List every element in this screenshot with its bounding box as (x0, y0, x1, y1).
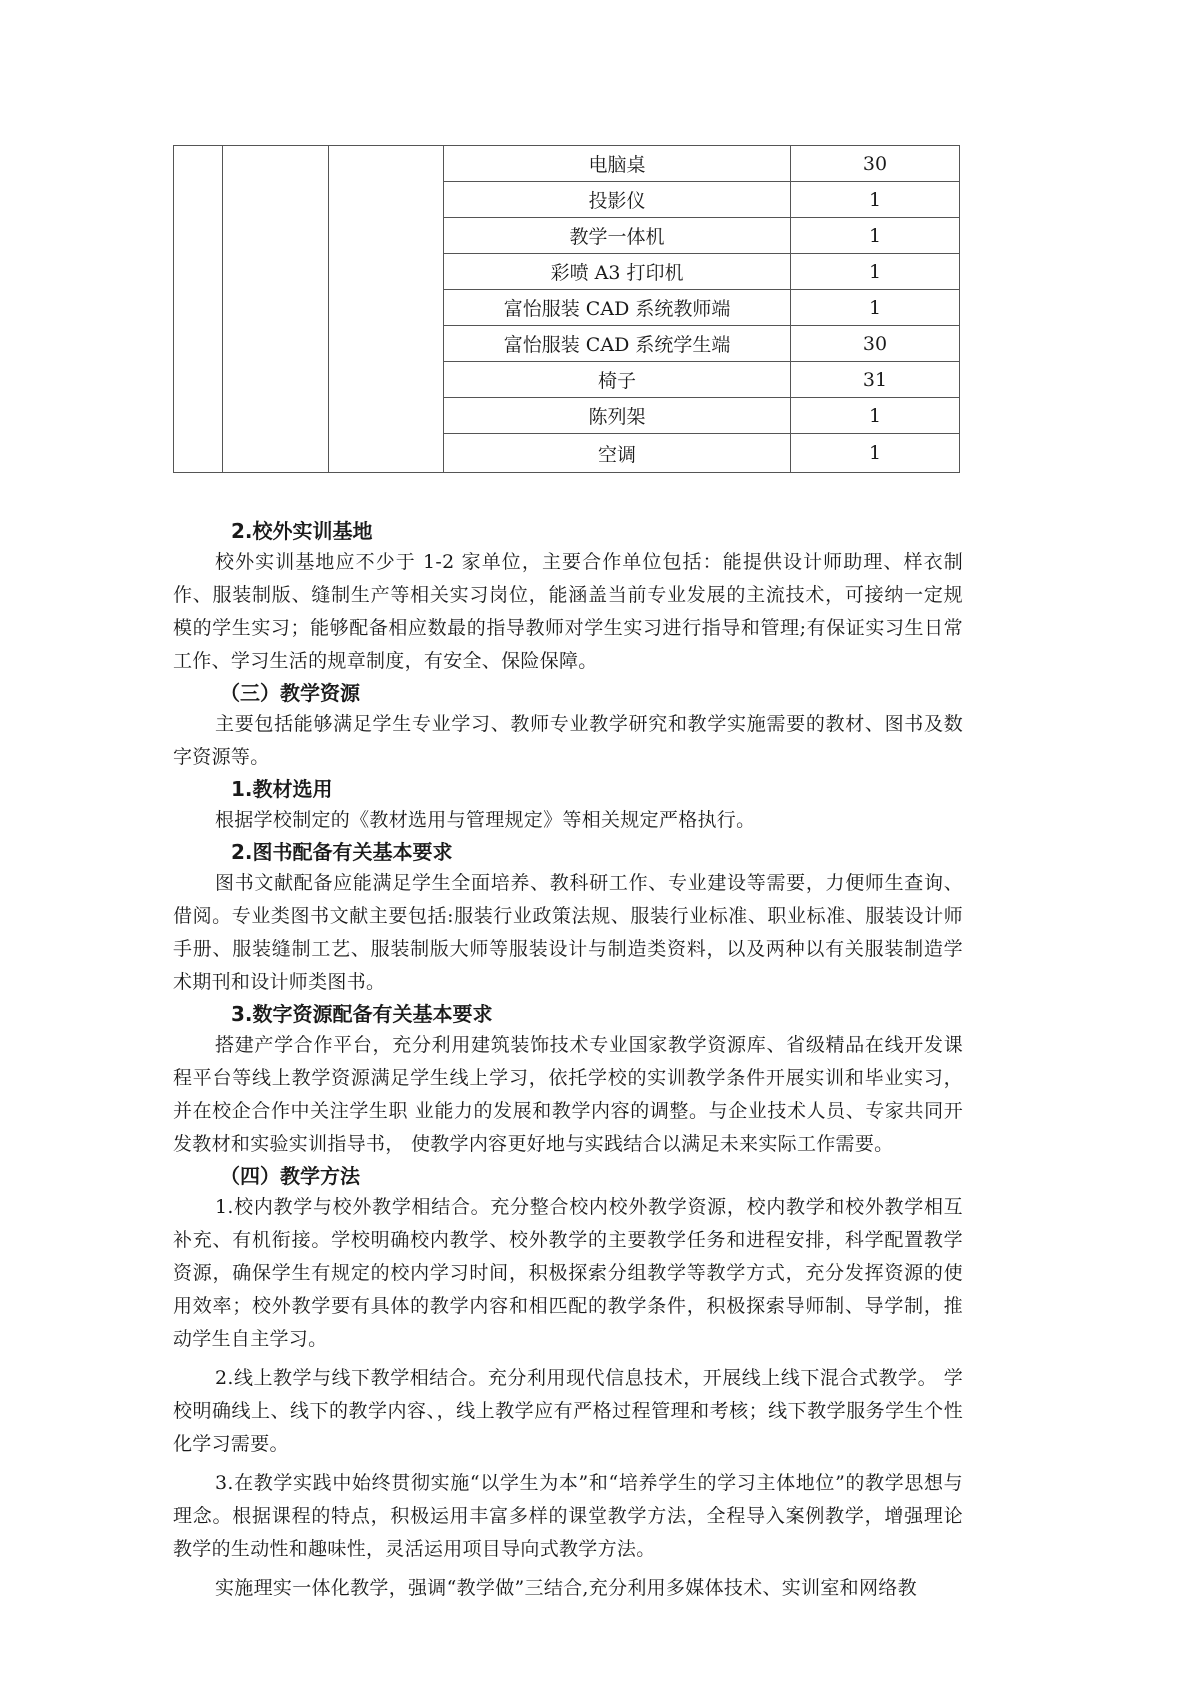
equipment-table (173, 145, 960, 473)
equipment-name-cell: 教学一体机 (444, 218, 791, 254)
equipment-name-cell: 彩喷 A3 打印机 (444, 254, 791, 290)
equipment-quantity-cell: 1 (790, 290, 959, 326)
merged-cell-room (222, 146, 328, 473)
merged-cell-category (174, 146, 223, 473)
paragraph-offsite-base: 校外实训基地应不少于 1-2 家单位，主要合作单位包括：能提供设计师助理、样衣制作、服装制版、缝制生产等相关实习岗位，能涵盖当前专业发展的主流技术，可接纳一定规模的学生实习；能够配备相应数最的指导教师对学生实习进行指导和管理;有保证实习生日常工作、学习生活的规章制度，有安全、保险保障。 (173, 551, 963, 672)
table-row (174, 146, 960, 182)
heading-teaching-resources: （三）教学资源 (220, 681, 360, 705)
paragraph-method-3: 3.在教学实践中始终贯彻实施“以学生为本”和“培养学生的学习主体地位”的教学思想与理念。根据课程的特点，积极运用丰富多样的课堂教学方法，全程导入案例教学，增强理论教学的生动性和趣味性，灵活运用项目导向式教学方法。 (173, 1472, 963, 1560)
heading-books-requirements: 2.图书配备有关基本要求 (231, 840, 453, 864)
document-body (173, 516, 963, 1605)
equipment-name-cell: 陈列架 (444, 398, 791, 434)
heading-digital-resources: 3.数字资源配备有关基本要求 (231, 1002, 493, 1026)
equipment-quantity-cell: 1 (790, 182, 959, 218)
equipment-quantity-cell: 30 (790, 146, 959, 182)
heading-teaching-methods: （四）教学方法 (220, 1164, 360, 1188)
paragraph-teaching-resources: 主要包括能够满足学生专业学习、教师专业教学研究和教学实施需要的教材、图书及数字资源等。 (173, 713, 963, 768)
equipment-name-cell: 空调 (444, 434, 791, 473)
equipment-quantity-cell: 1 (790, 254, 959, 290)
equipment-name-cell: 富怡服装 CAD 系统教师端 (444, 290, 791, 326)
paragraph-books-requirements: 图书文献配备应能满足学生全面培养、教科研工作、专业建设等需要，力便师生查询、借阅。专业类图书文献主要包括:服装行业政策法规、服装行业标准、职业标准、服装设计师手册、服装缝制工艺、服装制版大师等服装设计与制造类资料，以及两种以有关服装制造学术期刊和设计师类图书。 (173, 872, 963, 993)
equipment-quantity-cell: 31 (790, 362, 959, 398)
heading-offsite-base: 2.校外实训基地 (231, 519, 373, 543)
equipment-quantity-cell: 1 (790, 218, 959, 254)
equipment-quantity-cell: 30 (790, 326, 959, 362)
paragraph-method-1: 1.校内教学与校外教学相结合。充分整合校内校外教学资源，校内教学和校外教学相互补充、有机衔接。学校明确校内教学、校外教学的主要教学任务和进程安排，科学配置教学资源，确保学生有规定的校内学习时间，积极探索分组教学等教学方式，充分发挥资源的使用效率；校外教学要有具体的教学内容和相匹配的教学条件，积极探索导师制、导学制，推动学生自主学习。 (173, 1196, 963, 1350)
paragraph-digital-resources: 搭建产学合作平台，充分利用建筑装饰技术专业国家教学资源库、省级精品在线开发课程平台等线上教学资源满足学生线上学习，依托学校的实训教学条件开展实训和毕业实习，并在校企合作中关注学生职 业能力的发展和教学内容的调整。与企业技术人员、专家共同开发教材和实验实训指导书， 使教学内容更好地与实践结合以满足未来实际工作需要。 (173, 1034, 963, 1155)
heading-textbook-selection: 1.教材选用 (231, 777, 333, 801)
merged-cell-function (328, 146, 444, 473)
equipment-name-cell: 富怡服装 CAD 系统学生端 (444, 326, 791, 362)
equipment-name-cell: 投影仪 (444, 182, 791, 218)
paragraph-textbook-selection: 根据学校制定的《教材选用与管理规定》等相关规定严格执行。 (215, 809, 756, 831)
paragraph-method-4: 实施理实一体化教学，强调“教学做”三结合,充分利用多媒体技术、实训室和网络教 (215, 1577, 917, 1599)
equipment-name-cell: 椅子 (444, 362, 791, 398)
paragraph-method-2: 2.线上教学与线下教学相结合。充分利用现代信息技术，开展线上线下混合式教学。 学校明确线上、线下的教学内容、，线上教学应有严格过程管理和考核；线下教学服务学生个性化学习需要。 (173, 1367, 963, 1455)
equipment-quantity-cell: 1 (790, 434, 959, 473)
equipment-quantity-cell: 1 (790, 398, 959, 434)
equipment-name-cell: 电脑桌 (444, 146, 791, 182)
